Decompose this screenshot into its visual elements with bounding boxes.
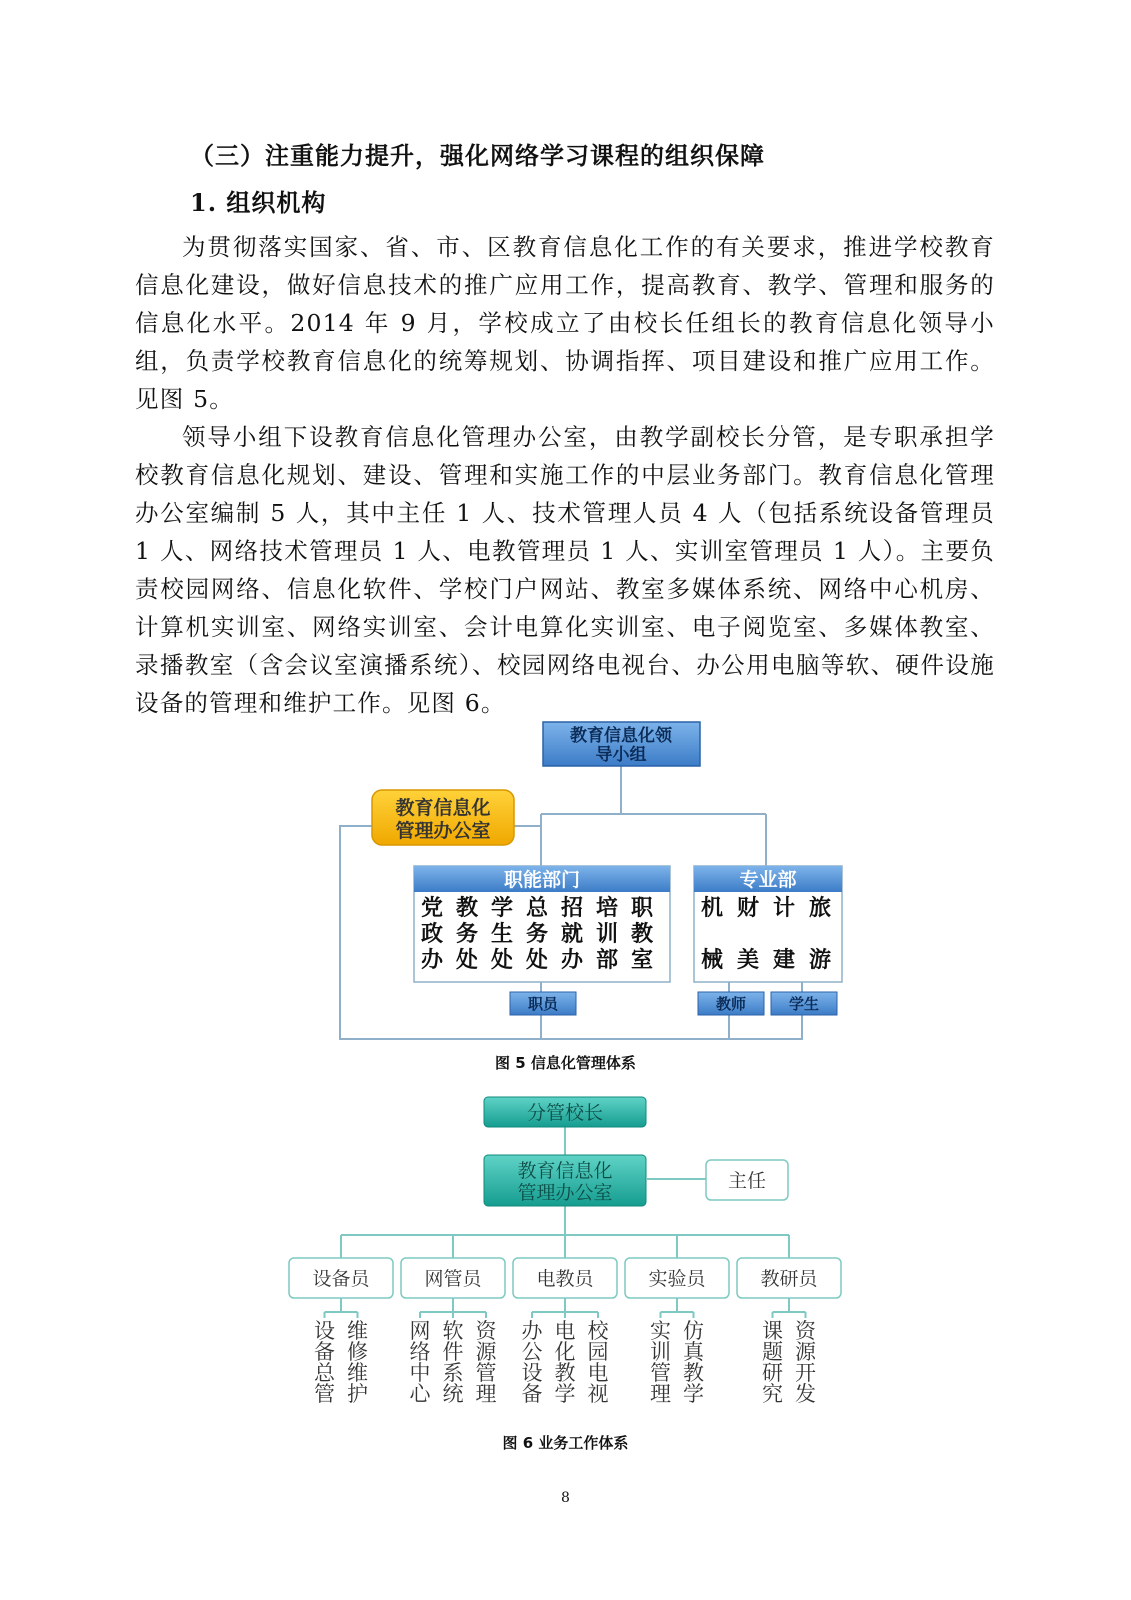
func-dept-char: 总 — [525, 896, 549, 921]
task-vertical-text: 网络中心 — [409, 1319, 431, 1406]
task-vertical-text: 资源开发 — [795, 1319, 816, 1406]
paragraph-1: 为贯彻落实国家、省、市、区教育信息化工作的有关要求，推进学校教育信息化建设，做好信息技术的推广应用工作，提高教育、教学、管理和服务的信息化水平。2014 年 9 月，学校成立了由校长任组长的教育信息化领导小组，负责学校教育信息化的统筹规划、协调指挥、项目建设和推广应用工作。见图 5。 — [135, 233, 995, 413]
func-dept-char: 办 — [420, 948, 444, 973]
major-dept-char: 美 — [736, 948, 760, 973]
func-dept-char: 部 — [595, 948, 619, 973]
office-box-teal — [484, 1155, 646, 1206]
fig6-office-line2: 管理办公室 — [517, 1182, 613, 1204]
fig6-office-line1: 教育信息化 — [517, 1160, 613, 1182]
staff-label: 职员 — [527, 995, 559, 1013]
director-label: 主任 — [727, 1170, 767, 1192]
func-dept-char: 政 — [420, 922, 444, 947]
task-vertical-text: 校园电视 — [587, 1319, 609, 1406]
func-dept-char: 务 — [525, 922, 549, 947]
task-vertical-text: 软件系统 — [442, 1319, 464, 1406]
task-vertical-text: 办公设备 — [521, 1319, 543, 1406]
director-box — [706, 1160, 788, 1200]
major-dept-char: 计 — [772, 896, 796, 921]
section-heading: （三）注重能力提升，强化网络学习课程的组织保障 — [190, 141, 765, 170]
major-dept-char: 建 — [772, 948, 796, 973]
task-vertical-text: 电化教学 — [554, 1319, 576, 1406]
task-vertical-text: 实训管理 — [650, 1319, 671, 1406]
role-label: 网管员 — [424, 1268, 482, 1290]
role-label: 实验员 — [648, 1268, 706, 1290]
top-label: 分管校长 — [526, 1102, 604, 1124]
func-dept-char: 训 — [595, 922, 619, 947]
role-label: 电教员 — [536, 1268, 594, 1290]
office-line1: 教育信息化 — [395, 797, 491, 819]
func-dept-char: 教 — [630, 922, 654, 947]
func-dept-char: 处 — [525, 948, 549, 973]
leader-line2: 导小组 — [595, 745, 647, 765]
teacher-label: 教师 — [715, 995, 747, 1013]
func-dept-char: 室 — [630, 948, 654, 973]
task-vertical-text: 课题研究 — [762, 1319, 783, 1406]
major-dept-char: 机 — [700, 896, 724, 921]
subheading: 1. 组织机构 — [190, 188, 327, 217]
task-vertical-text: 设备总管 — [314, 1319, 335, 1406]
figure5-caption: 图 5 信息化管理体系 — [495, 1054, 636, 1072]
task-vertical-text: 维修维护 — [347, 1319, 368, 1406]
task-vertical-text: 资源管理 — [475, 1319, 497, 1406]
paragraph-2: 领导小组下设教育信息化管理办公室，由教学副校长分管，是专职承担学校教育信息化规划、建设、管理和实施工作的中层业务部门。教育信息化管理办公室编制 5 人，其中主任 1 人、技术管理人员 4 人（包括系统设备管理员 1 人、网络技术管理员 1 人、电教管理员 1 人、实训室管理员 1 人）。主要负责校园网络、信息化软件、学校门户网站、教室多媒体系统、网络中心机房、计算机实训室、网络实训室、会计电算化实训室、电子阅览室、多媒体教室、录播教室（含会议室演播系统）、校园网络电视台、办公用电脑等软、硬件设施设备的管理和维护工作。见图 6。 — [135, 423, 995, 717]
func-dept-char: 培 — [595, 896, 619, 921]
role-label: 教研员 — [760, 1268, 818, 1290]
func-dept-char: 党 — [420, 896, 444, 921]
office-line2: 管理办公室 — [395, 820, 491, 842]
func-dept-char: 处 — [490, 948, 514, 973]
top-leader-box — [484, 1097, 646, 1127]
func-dept-char: 招 — [560, 896, 584, 921]
major-dept-char: 财 — [736, 896, 760, 921]
major-title: 专业部 — [739, 869, 797, 891]
major-dept-char: 游 — [808, 948, 832, 973]
func-dept-char: 教 — [455, 896, 479, 921]
func-dept-char: 务 — [455, 922, 479, 947]
student-label: 学生 — [788, 995, 820, 1013]
major-dept-char: 械 — [700, 948, 724, 973]
major-dept-char: 旅 — [808, 896, 832, 921]
func-dept-char: 职 — [630, 896, 654, 921]
page-number: 8 — [561, 1490, 570, 1506]
figure6-task-connectors — [325, 1298, 806, 1318]
func-dept-char: 处 — [455, 948, 479, 973]
func-dept-char: 学 — [490, 896, 514, 921]
func-dept-char: 生 — [490, 922, 514, 947]
leader-line1: 教育信息化领 — [570, 726, 672, 746]
role-label: 设备员 — [312, 1268, 370, 1290]
figure6-roles — [289, 1258, 841, 1406]
func-dept-char: 就 — [560, 922, 584, 947]
func-title: 职能部门 — [503, 869, 581, 891]
task-vertical-text: 仿真教学 — [683, 1319, 704, 1406]
func-dept-char: 办 — [560, 948, 584, 973]
figure6-caption: 图 6 业务工作体系 — [502, 1434, 629, 1452]
